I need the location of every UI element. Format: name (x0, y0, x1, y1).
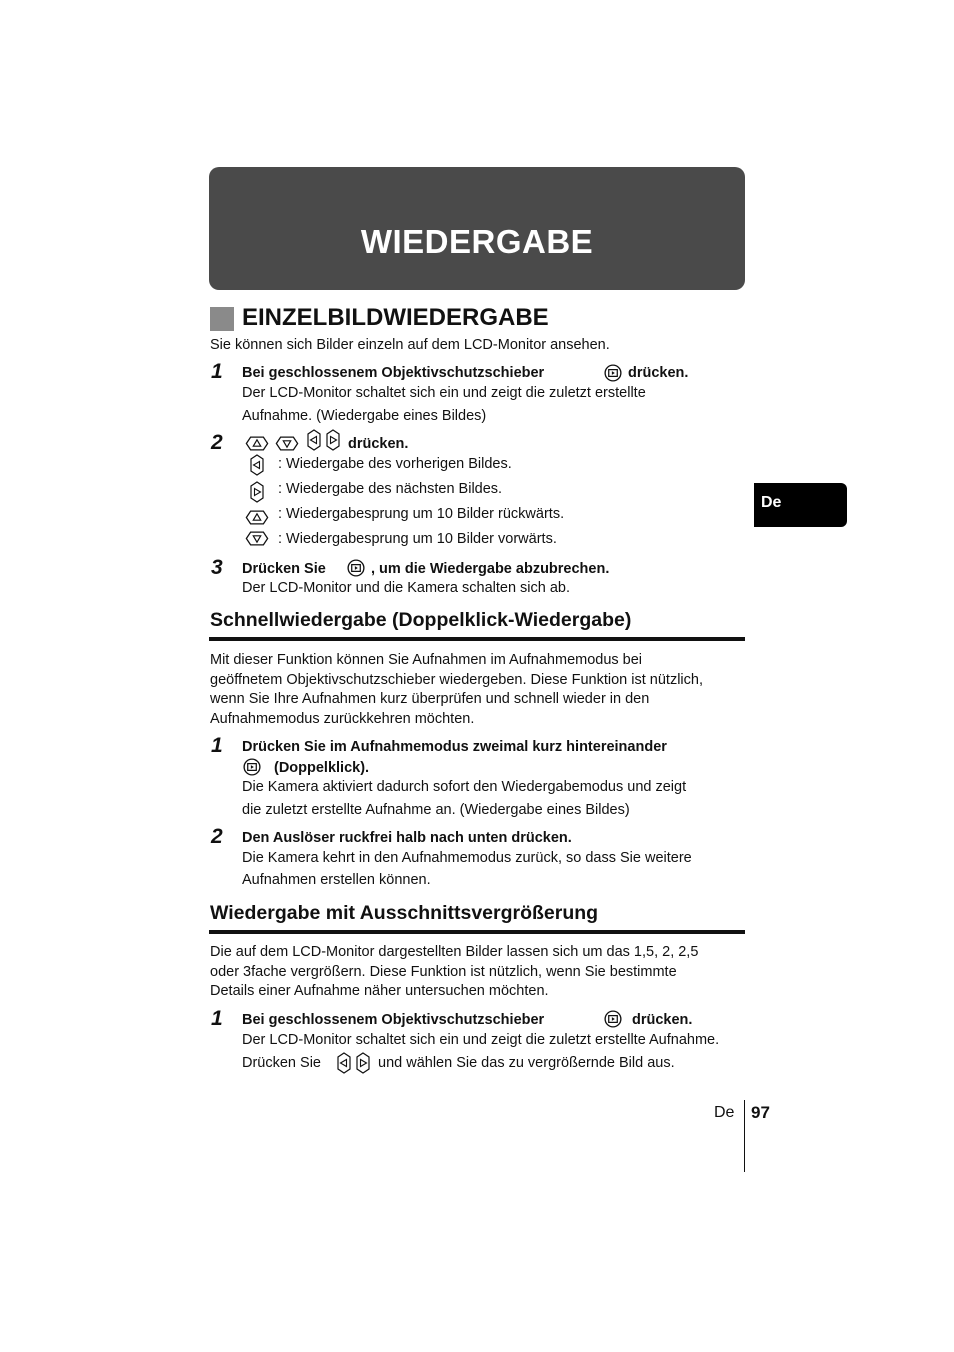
arrow-up-icon (244, 509, 270, 526)
step-text: Der LCD-Monitor schaltet sich ein und zeigt die zuletzt erstellte Aufnahme. (242, 1032, 720, 1048)
arrow-up-icon (244, 435, 270, 452)
step-heading: Bei geschlossenem Objektivschutzschieber (242, 365, 545, 381)
subsection-paragraph: Mit dieser Funktion können Sie Aufnahmen im Aufnahmemodus bei geöffnetem Objektivschutzschieber wiedergeben. Diese Funktion ist nützlich, wenn Sie Ihre Aufnahmen kurz überprüfen und schnell wieder in den Aufnahmemodus zurückkehren möchten. (210, 652, 703, 727)
language-tab-label: De (761, 494, 782, 511)
chapter-title: WIEDERGABE (360, 223, 594, 260)
step-text: Die Kamera kehrt in den Aufnahmemodus zurück, so dass Sie weitere (242, 850, 692, 866)
list-item: : Wiedergabesprung um 10 Bilder vorwärts. (278, 531, 557, 547)
step-heading: Den Auslöser ruckfrei halb nach unten drücken. (242, 830, 572, 846)
step-heading-end: drücken. (632, 1012, 693, 1028)
step-number: 1 (211, 360, 223, 383)
arrow-left-icon (306, 428, 322, 452)
section-intro: Sie können sich Bilder einzeln auf dem LCD-Monitor ansehen. (210, 337, 610, 353)
step-number: 1 (211, 734, 223, 757)
subsection-rule (209, 930, 745, 934)
step-text: Aufnahmen erstellen können. (242, 872, 431, 888)
playback-button-icon (604, 364, 622, 382)
arrow-down-icon (274, 435, 300, 452)
subsection-title: Wiedergabe mit Ausschnittsvergrößerung (210, 902, 599, 924)
language-tab (754, 483, 847, 527)
step-heading-end: (Doppelklick). (274, 760, 370, 776)
step-number: 1 (211, 1007, 223, 1030)
list-item: : Wiedergabe des nächsten Bildes. (278, 481, 503, 497)
step-text: die zuletzt erstellte Aufnahme an. (Wiedergabe eines Bildes) (242, 802, 630, 818)
step-heading: drücken. (348, 436, 409, 452)
playback-button-icon (347, 559, 365, 577)
chapter-banner (209, 167, 745, 290)
step-text: Die Kamera aktiviert dadurch sofort den Wiedergabemodus und zeigt (242, 779, 687, 795)
step-heading: Drücken Sie im Aufnahmemodus zweimal kurz hintereinander (242, 739, 667, 755)
arrow-down-icon (244, 530, 270, 547)
arrow-right-icon (325, 428, 341, 452)
arrow-right-icon (355, 1051, 371, 1075)
footer-language: De (714, 1104, 735, 1121)
step-number: 3 (211, 556, 223, 579)
arrow-left-icon (336, 1051, 352, 1075)
step-text: Der LCD-Monitor schaltet sich ein und zeigt die zuletzt erstellte (242, 385, 646, 401)
subsection-title: Schnellwiedergabe (Doppelklick-Wiedergabe) (210, 609, 632, 631)
footer-divider (744, 1100, 745, 1172)
arrow-right-icon (249, 480, 265, 504)
arrow-left-icon (249, 453, 265, 477)
list-item: : Wiedergabesprung um 10 Bilder rückwärts. (278, 506, 565, 522)
page-number: 97 (751, 1103, 770, 1122)
step-text: Der LCD-Monitor und die Kamera schalten sich ab. (242, 580, 571, 596)
playback-button-icon (604, 1010, 622, 1028)
subsection-rule (209, 637, 745, 641)
step-heading-end: , um die Wiedergabe abzubrechen. (371, 561, 610, 577)
section-marker (210, 307, 234, 331)
step-heading: Bei geschlossenem Objektivschutzschieber (242, 1012, 545, 1028)
step-heading: Drücken Sie (242, 561, 326, 577)
step-number: 2 (211, 431, 223, 454)
step-number: 2 (211, 825, 223, 848)
step-text: Drücken Sie (242, 1055, 321, 1071)
step-text: und wählen Sie das zu vergrößernde Bild aus. (378, 1055, 675, 1071)
step-heading-end: drücken. (628, 365, 689, 381)
subsection-paragraph: Die auf dem LCD-Monitor dargestellten Bilder lassen sich um das 1,5, 2, 2,5 oder 3fache vergrößern. Diese Funktion ist nützlich, wenn Sie bestimmte Details einer Aufnahme näher untersuchen möchten. (210, 944, 699, 999)
section-title: EINZELBILDWIEDERGABE (242, 304, 549, 331)
playback-button-icon (243, 758, 261, 776)
step-text: Aufnahme. (Wiedergabe eines Bildes) (242, 408, 487, 424)
list-item: : Wiedergabe des vorherigen Bildes. (278, 456, 512, 472)
